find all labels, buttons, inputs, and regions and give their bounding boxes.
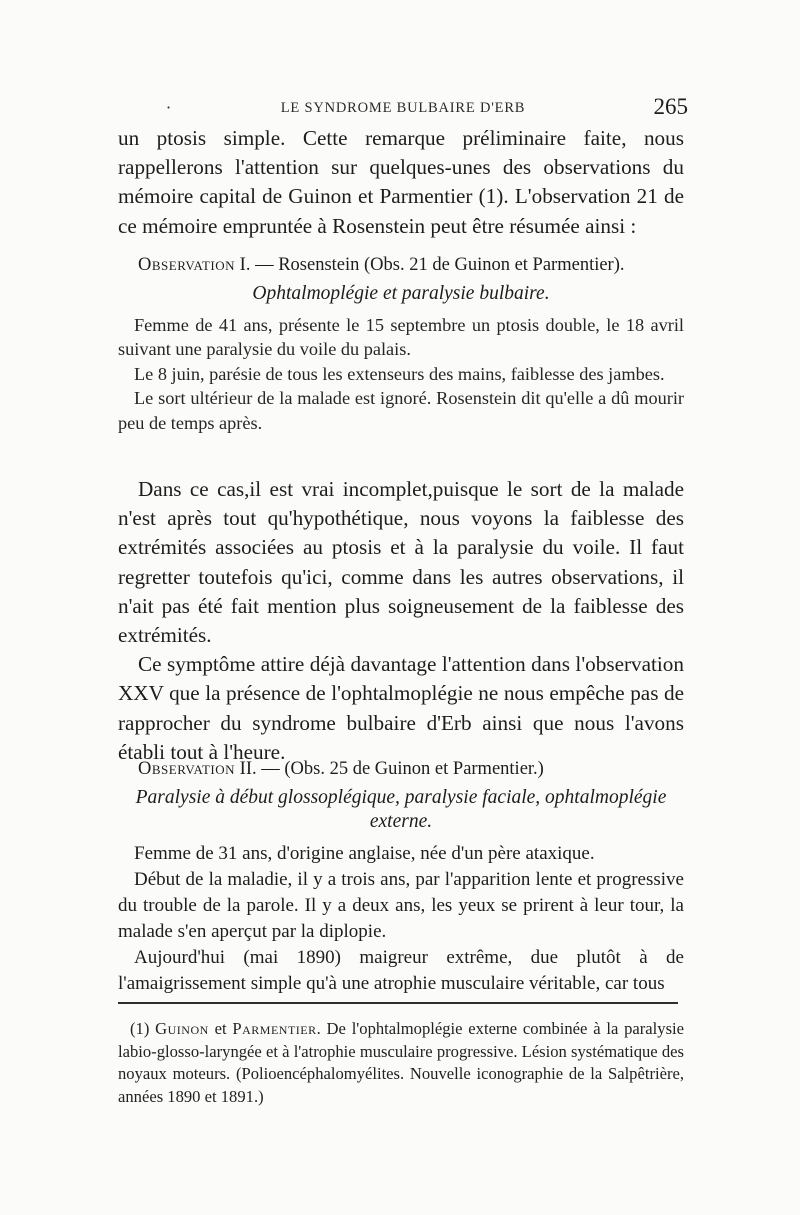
running-header: [118, 96, 688, 122]
observation-1-heading-rest: I. — Rosenstein (Obs. 21 de Guinon et Parmentier).: [239, 255, 625, 275]
footnote-author-2: Parmentier: [232, 1019, 317, 1038]
observation-1-body: [118, 313, 684, 435]
header-dot: ·: [166, 98, 172, 117]
observation-2-label: Observation: [138, 759, 236, 779]
observation-1-paragraph: Le sort ultérieur de la malade est ignoré. Rosenstein dit qu'elle a dû mourir peu de temps après.: [118, 388, 684, 433]
observation-1-heading: [118, 253, 684, 277]
footnote-separator: [118, 1002, 678, 1004]
footnote-and: et: [214, 1019, 227, 1038]
observation-2-paragraph: Début de la maladie, il y a trois ans, par l'apparition lente et progressive du trouble de la parole. Il y a deux ans, les yeux se prirent à leur tour, la malade s'en aperçut par la diplopie.: [118, 869, 684, 942]
observation-2-heading-rest: II. — (Obs. 25 de Guinon et Parmentier.): [239, 759, 544, 779]
observation-1-paragraph: Femme de 41 ans, présente le 15 septembre un ptosis double, le 18 avril suivant une paralysie du voile du palais.: [118, 315, 684, 360]
intro-paragraph: [118, 124, 684, 241]
discussion: [118, 475, 684, 767]
observation-2-paragraph: Aujourd'hui (mai 1890) maigreur extrême, due plutôt à de l'amaigrissement simple qu'à une atrophie musculaire véritable, car tous: [118, 947, 684, 994]
footnote-marker: (1): [130, 1019, 150, 1038]
observation-1-subtitle: Ophtalmoplégie et paralysie bulbaire.: [252, 283, 550, 304]
observation-2-paragraph: Femme de 31 ans, d'origine anglaise, née d'un père ataxique.: [134, 843, 595, 864]
page-number: 265: [653, 94, 688, 119]
header-title: LE SYNDROME BULBAIRE D'ERB: [280, 100, 526, 116]
observation-2-heading: [118, 757, 684, 781]
intro-text: un ptosis simple. Cette remarque préliminaire faite, nous rappellerons l'attention sur quelques-unes des observations du mémoire capital de Guinon et Parmentier (1). L'observation 21 de ce mémoire empruntée à Rosenstein peut être résumée ainsi :: [118, 126, 684, 238]
footnote: [118, 1018, 684, 1108]
footnote-author-1: Guinon: [155, 1019, 209, 1038]
discussion-paragraph: Dans ce cas,il est vrai incomplet,puisque le sort de la malade n'est après tout qu'hypothétique, nous voyons la faiblesse des extrémités associées au ptosis et à la paralysie du voile. Il faut regretter toutefois qu'ici, comme dans les autres observations, il n'ait pas été fait mention plus soigneusement de la faiblesse des extrémités.: [118, 477, 684, 648]
observation-2-body: [118, 841, 684, 997]
observation-1-paragraph: Le 8 juin, parésie de tous les extenseurs des mains, faiblesse des jambes.: [134, 363, 665, 384]
footnote-text: . De l'ophtalmoplégie externe combinée à la paralysie labio-glosso-laryngée et à l'atrophie musculaire progressive. Lésion systématique des noyaux moteurs. (Polioencéphalomyélites. Nouvelle iconographie de la Salpêtrière, années 1890 et 1891.): [118, 1019, 684, 1106]
discussion-paragraph: Ce symptôme attire déjà davantage l'attention dans l'observation XXV que la présence de l'ophtalmoplégie ne nous empêche pas de rapprocher du syndrome bulbaire d'Erb ainsi que nous l'avons établi tout à l'heure.: [118, 652, 684, 764]
observation-1-label: Observation: [138, 255, 236, 275]
observation-2-subtitle: Paralysie à début glossoplégique, paralysie faciale, ophtalmoplégie externe.: [135, 787, 667, 832]
